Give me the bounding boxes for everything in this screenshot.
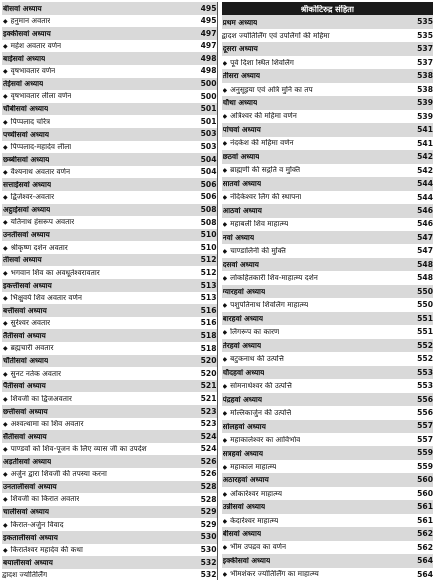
page-number: 560	[417, 475, 433, 485]
chapter-heading	[222, 42, 434, 55]
chapter-heading	[2, 254, 217, 267]
toc-entry	[222, 487, 434, 500]
entry-title: ◆ सुरेश्वर अवतार	[3, 319, 50, 327]
toc-entry	[222, 137, 434, 150]
chapter-title: नवां अध्याय	[222, 234, 255, 242]
chapter-heading	[2, 506, 217, 519]
entry-title: ◆ ओंकारेश्वर माहात्म्य	[223, 490, 283, 498]
entry-title: ◆ अश्वत्थामा का शिव अवतार	[3, 420, 84, 428]
toc-entry	[2, 166, 217, 179]
toc-entry	[222, 568, 434, 581]
chapter-title: बीसवां अध्याय	[3, 4, 42, 12]
page-number: 524	[200, 431, 217, 441]
page-number: 557	[417, 434, 433, 444]
chapter-heading	[2, 229, 217, 242]
chapter-title: उनतीसवां अध्याय	[3, 231, 50, 239]
page-number: 560	[417, 488, 433, 498]
page-number: 532	[200, 570, 217, 580]
entry-title: ◆ वृषभावतार वर्णन	[3, 67, 55, 75]
chapter-title: इक्कीसवां अध्याय	[222, 557, 271, 565]
chapter-heading	[2, 153, 217, 166]
page-number: 553	[417, 381, 433, 391]
chapter-title: बयालीसवां अध्याय	[3, 558, 53, 567]
page-number: 559	[417, 448, 433, 458]
page-number: 537	[417, 44, 433, 54]
page-number: 512	[200, 267, 217, 277]
page-number: 551	[417, 327, 433, 337]
toc-right-column	[222, 2, 434, 581]
page-number: 537	[417, 57, 433, 67]
page-number: 544	[417, 179, 433, 189]
chapter-heading	[2, 405, 217, 418]
chapter-title: पच्चीसवां अध्याय	[3, 130, 50, 138]
chapter-title: छत्तीसवां अध्याय	[3, 407, 48, 415]
page-number: 562	[417, 529, 433, 539]
toc-entry	[2, 216, 217, 229]
chapter-heading	[222, 446, 434, 459]
page-number: 513	[200, 293, 217, 303]
page-number: 539	[417, 98, 433, 108]
page-number: 564	[417, 556, 433, 566]
toc-entry	[2, 15, 217, 28]
page-number: 539	[417, 111, 433, 121]
chapter-title: दूसरा अध्याय	[222, 45, 258, 53]
chapter-heading	[222, 393, 434, 406]
chapter-title: दसवां अध्याय	[222, 260, 259, 269]
page-number: 523	[200, 419, 217, 429]
toc-entry	[2, 141, 217, 154]
chapter-title: इकतालीसवां अध्याय	[3, 533, 58, 541]
toc-entry	[2, 544, 217, 557]
toc-entry	[2, 115, 217, 128]
page-number: 553	[417, 367, 433, 377]
page-number: 541	[417, 125, 433, 135]
chapter-heading	[222, 69, 434, 82]
entry-title: ◆ सुनट नर्तक अवतार	[3, 370, 61, 378]
page-number: 501	[200, 104, 217, 114]
toc-entry	[2, 292, 217, 305]
page-number: 524	[200, 444, 217, 454]
page-number: 504	[200, 154, 217, 164]
entry-title: ◆ शिवजी का किरात अवतार	[3, 495, 79, 503]
chapter-heading	[222, 96, 434, 109]
entry-title: ◆ ब्रह्मचारी अवतार	[3, 344, 54, 352]
page-number: 510	[200, 230, 217, 240]
page-number: 526	[200, 456, 217, 466]
entry-title: ◆ मल्लिकार्जुन की उत्पत्ति	[223, 409, 292, 417]
chapter-heading	[2, 481, 217, 494]
page-number: 528	[200, 482, 217, 492]
page-number: 504	[200, 167, 217, 177]
page-number: 526	[200, 469, 217, 479]
entry-title: ◆ भीम उपद्रव का वर्णन	[223, 543, 287, 551]
entry-title: ◆ द्विजेश्वर-अवतार	[3, 193, 54, 201]
chapter-title: अट्ठाईसवां अध्याय	[3, 206, 51, 214]
page-number: 564	[417, 569, 433, 579]
page-number: 541	[417, 138, 433, 148]
chapter-title: तैंतीसवां अध्याय	[3, 332, 46, 340]
chapter-title: उनतालीसवां अध्याय	[3, 483, 57, 491]
toc-entry	[222, 164, 434, 177]
toc-entry	[2, 342, 217, 355]
entry-title: ◆ शिवजी का द्विजअवतार	[3, 395, 72, 403]
entry-title: ◆ महाबली शिव माहात्म्य	[223, 220, 289, 228]
toc-entry	[222, 29, 434, 42]
toc-entry	[2, 40, 217, 53]
chapter-heading	[2, 455, 217, 468]
chapter-heading	[222, 258, 434, 271]
entry-title: ◆ हनुमान अवतार	[3, 17, 50, 25]
chapter-heading	[222, 15, 434, 28]
chapter-heading	[222, 285, 434, 298]
page-number: 561	[417, 515, 433, 525]
chapter-title: बाईसवां अध्याय	[3, 54, 46, 63]
toc-entry	[2, 418, 217, 431]
page-number: 547	[417, 232, 433, 242]
entry-title: ◆ पिप्पलाद-महादेव लीला	[3, 143, 71, 151]
chapter-heading	[2, 556, 217, 569]
chapter-title: छब्बीसवां अध्याय	[3, 155, 50, 164]
chapter-title: तीसवां अध्याय	[3, 256, 42, 264]
page-number: 535	[417, 17, 433, 27]
chapter-heading	[222, 420, 434, 433]
toc-left-column	[2, 2, 217, 581]
chapter-title: छठवां अध्याय	[222, 153, 260, 161]
chapter-title: पैंतीसवां अध्याय	[3, 382, 46, 390]
page-number: 556	[417, 408, 433, 417]
page-number: 501	[200, 116, 217, 126]
chapter-heading	[2, 78, 217, 91]
toc-entry	[222, 271, 434, 284]
chapter-title: सत्रहवां अध्याय	[222, 449, 264, 457]
page-number: 506	[200, 192, 217, 202]
page-number: 503	[200, 129, 217, 139]
page-number: 513	[200, 280, 217, 290]
page-number: 510	[200, 242, 217, 252]
chapter-heading	[2, 27, 217, 40]
chapter-title: उन्नीसवां अध्याय	[222, 503, 266, 511]
entry-title: द्वादश ज्योतिर्लिंग एवं उपलिंगों की महिमा	[221, 31, 330, 40]
toc-entry	[2, 518, 217, 531]
chapter-heading	[2, 204, 217, 217]
chapter-title: अठारहवां अध्याय	[222, 476, 269, 484]
page-number: 516	[200, 305, 217, 315]
chapter-title: पंद्रहवां अध्याय	[222, 395, 263, 404]
toc-entry	[222, 83, 434, 96]
chapter-title: इक्कीसवां अध्याय	[3, 29, 51, 38]
entry-title: ◆ श्रीकृष्ण दर्शन अवतार	[3, 244, 68, 252]
chapter-title: इकत्तीसवां अध्याय	[3, 281, 52, 290]
page-number: 562	[417, 542, 433, 552]
section-title	[222, 2, 434, 15]
page-number: 551	[417, 313, 433, 323]
entry-title: ◆ भगवान शिव का अवधूतेश्वरावतार	[3, 269, 100, 277]
entry-title: ◆ नंदिकेश्वर लिंग की स्थापना	[223, 193, 302, 201]
toc-entry	[222, 110, 434, 123]
toc-entry	[2, 191, 217, 204]
entry-title: ◆ अत्रिश्वर की महिमा वर्णन	[223, 112, 297, 120]
chapter-title: चौंतीसवां अध्याय	[3, 357, 49, 365]
page-number: 521	[200, 393, 217, 403]
chapter-heading	[222, 554, 434, 567]
page-number: 530	[200, 532, 217, 542]
entry-title: ◆ महेश अवतार वर्णन	[3, 42, 61, 50]
chapter-title: बीसवां अध्याय	[222, 530, 262, 538]
chapter-heading	[222, 204, 434, 217]
page-number: 546	[417, 205, 433, 215]
page-number: 523	[200, 406, 217, 416]
chapter-title: प्रथम अध्याय	[222, 18, 258, 26]
page-number: 495	[200, 16, 217, 26]
toc-entry	[222, 325, 434, 338]
chapter-heading	[2, 279, 217, 292]
page-number: 552	[417, 340, 433, 350]
entry-title: ◆ किरातेश्वर महादेव की कथा	[3, 546, 83, 554]
toc-entry	[222, 541, 434, 554]
entry-title: ◆ बटुकनाथ की उत्पत्ति	[223, 355, 284, 363]
toc-entry	[2, 65, 217, 78]
toc-entry	[2, 443, 217, 456]
entry-title: ◆ पाण्डवों को शिव-पूजन के लिए व्यास जी का उपदेश	[3, 445, 147, 453]
chapter-heading	[2, 355, 217, 368]
chapter-title: तेरहवां अध्याय	[222, 341, 262, 350]
page-number: 518	[200, 330, 217, 340]
chapter-title: सैंतीसवां अध्याय	[3, 432, 47, 441]
column-divider	[217, 2, 218, 580]
page-number: 516	[200, 318, 217, 328]
page-number: 532	[200, 557, 217, 567]
page-number: 530	[200, 545, 217, 555]
page-number: 500	[200, 79, 217, 89]
entry-title: ◆ ब्राह्मणी की सद्गति व मुक्ति	[223, 166, 301, 174]
page-number: 497	[200, 41, 217, 51]
entry-title: ◆ भिक्षुवर्य शिव अवतार वर्णन	[3, 294, 82, 302]
page-number: 561	[417, 502, 433, 512]
chapter-title: पांचवां अध्याय	[222, 126, 261, 134]
toc-entry	[2, 317, 217, 330]
entry-title: ◆ पशुपतिनाथ शिवलिंग माहात्म्य	[223, 301, 309, 309]
page-number: 550	[417, 286, 433, 296]
chapter-title: तीसरा अध्याय	[222, 72, 261, 80]
chapter-heading	[2, 52, 217, 65]
chapter-heading	[222, 366, 434, 379]
page-number: 512	[200, 255, 217, 265]
entry-title: ◆ अर्जुन द्वारा शिवजी की तपस्या करना	[3, 470, 107, 478]
entry-title: ◆ भीमशंकर ज्योतिर्लिंग का माहात्म्य	[223, 570, 319, 578]
toc-entry	[2, 367, 217, 380]
toc-entry	[2, 493, 217, 506]
chapter-heading	[2, 380, 217, 393]
entry-title: ◆ चाण्डालिनी की मुक्ति	[223, 247, 286, 255]
entry-title: ◆ किरात-अर्जुन विवाद	[3, 521, 64, 529]
toc-entry	[2, 241, 217, 254]
toc-entry	[222, 406, 434, 419]
entry-title: ◆ लोकहितकारी शिव-माहात्म्य दर्शन	[223, 274, 318, 282]
page-number: 552	[417, 354, 433, 364]
page-number: 521	[200, 381, 217, 391]
entry-title: ◆ केदारेश्वर माहात्म्य	[223, 517, 279, 525]
toc-entry	[222, 191, 434, 204]
page-number: 550	[417, 300, 433, 310]
toc-entry	[222, 460, 434, 473]
chapter-title: सातवां अध्याय	[222, 180, 262, 188]
page-number: 559	[417, 461, 433, 471]
chapter-title: चौबीसवां अध्याय	[3, 105, 49, 113]
toc-entry	[222, 352, 434, 365]
chapter-heading	[2, 329, 217, 342]
entry-title: द्वादश ज्योतिर्लिंग	[2, 571, 48, 579]
page-number: 538	[417, 84, 433, 94]
toc-entry	[2, 569, 217, 581]
page-number: 538	[417, 71, 433, 81]
chapter-title: बारहवां अध्याय	[222, 314, 264, 323]
page-number: 548	[417, 273, 433, 283]
page-number: 556	[417, 394, 433, 404]
page-number: 506	[200, 179, 217, 189]
chapter-heading	[2, 128, 217, 141]
chapter-heading	[222, 473, 434, 486]
page-number: 529	[200, 519, 217, 529]
chapter-heading	[222, 500, 434, 513]
entry-title: ◆ अनुसूइया एवं अत्रि मुनि का तप	[223, 86, 313, 94]
toc-entry	[222, 218, 434, 231]
page-number: 520	[200, 356, 217, 366]
entry-title: ◆ वैश्यनाथ अवतार वर्णन	[3, 168, 70, 176]
chapter-heading	[2, 2, 217, 15]
chapter-heading	[222, 231, 434, 244]
page-number: 529	[200, 507, 217, 517]
page-number: 548	[417, 259, 433, 269]
toc-entry	[222, 379, 434, 392]
page-number: 497	[200, 28, 217, 38]
entry-title: ◆ यतिनाथ हंसरूप अवतार	[3, 218, 74, 226]
toc-entry	[222, 56, 434, 69]
chapter-title: अड़तीसवां अध्याय	[3, 457, 52, 466]
chapter-heading	[2, 178, 217, 191]
page-number: 500	[200, 91, 217, 101]
chapter-heading	[2, 103, 217, 116]
page-number: 542	[417, 165, 433, 175]
entry-title: ◆ वृषभावतार लीला वर्णन	[3, 92, 71, 100]
page-number: 508	[200, 217, 217, 227]
entry-title: ◆ महाकाल माहात्म्य	[223, 463, 277, 471]
chapter-heading	[222, 150, 434, 163]
page-number: 528	[200, 494, 217, 504]
toc-entry	[2, 392, 217, 405]
page-number: 542	[417, 152, 433, 162]
chapter-heading	[2, 430, 217, 443]
chapter-title: चालीसवां अध्याय	[3, 508, 50, 516]
chapter-heading	[2, 304, 217, 317]
page-number: 495	[200, 3, 217, 13]
chapter-title: चौथा अध्याय	[222, 99, 258, 107]
page-number: 498	[200, 66, 217, 76]
entry-title: ◆ नंदकेश की महिमा वर्णन	[223, 139, 294, 147]
entry-title: ◆ लिंगरूप का कारण	[223, 328, 280, 336]
toc-entry	[2, 468, 217, 481]
page-number: 518	[200, 343, 217, 353]
entry-title: ◆ महाकालेश्वर का आविर्भाव	[223, 436, 301, 444]
chapter-heading	[222, 339, 434, 352]
chapter-heading	[222, 123, 434, 136]
chapter-heading	[222, 312, 434, 325]
chapter-title: बत्तीसवां अध्याय	[3, 306, 47, 315]
entry-title: ◆ पूर्व दिशा स्थित शिवलिंग	[223, 59, 294, 67]
entry-title: ◆ पिप्पलाद चरित्र	[3, 118, 50, 126]
toc-entry	[222, 298, 434, 311]
page-number: 508	[200, 205, 217, 214]
toc-entry	[2, 266, 217, 279]
chapter-title: आठवां अध्याय	[222, 207, 262, 215]
page-number: 557	[417, 421, 433, 431]
chapter-title: ग्यारहवां अध्याय	[222, 287, 266, 296]
toc-entry	[222, 244, 434, 257]
toc-entry	[222, 514, 434, 527]
page-number: 544	[417, 192, 433, 202]
chapter-title: सोलहवां अध्याय	[222, 422, 266, 430]
chapter-heading	[2, 531, 217, 544]
chapter-heading	[222, 177, 434, 190]
toc-entry	[222, 433, 434, 446]
chapter-title: चौदहवां अध्याय	[222, 368, 265, 377]
page-number: 535	[417, 30, 433, 40]
toc-entry	[2, 90, 217, 103]
chapter-title: सत्ताईसवां अध्याय	[3, 180, 52, 189]
page-number: 503	[200, 142, 217, 152]
page-number: 546	[417, 219, 433, 229]
page-number: 547	[417, 246, 433, 256]
chapter-heading	[222, 527, 434, 540]
chapter-title: तेईसवां अध्याय	[3, 80, 44, 88]
page-number: 520	[200, 368, 217, 378]
page-number: 498	[200, 53, 217, 63]
entry-title: ◆ सोमनाथेश्वर की उत्पत्ति	[223, 382, 292, 390]
section-title-text: श्रीकोटिरुद्र संहिता	[300, 4, 354, 13]
